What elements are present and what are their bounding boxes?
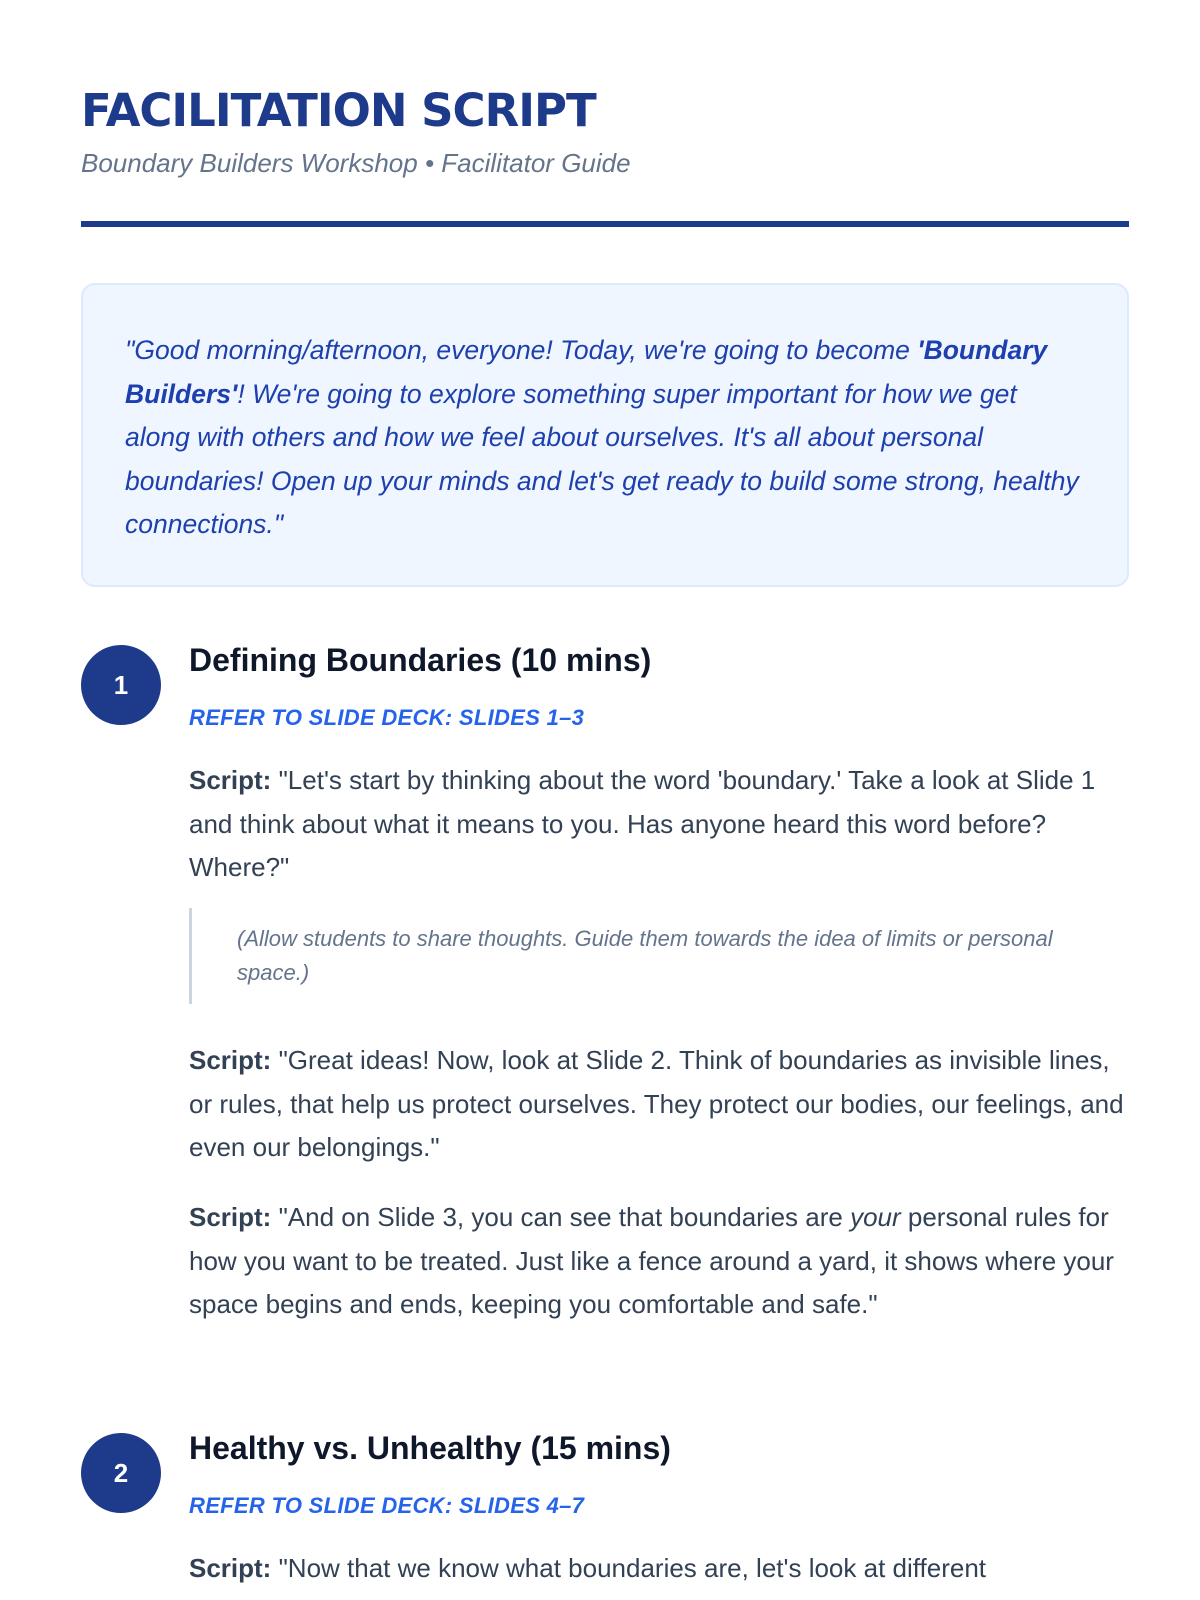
script-paragraph: [189, 1196, 1129, 1327]
page-subtitle: Boundary Builders Workshop • Facilitator Guide: [81, 148, 631, 178]
page-title: FACILITATION SCRIPT: [81, 84, 596, 137]
script-text: "And on Slide 3, you can see that boundaries are: [271, 1202, 851, 1232]
intro-text-start: "Good morning/afternoon, everyone! Today, we're going to become: [125, 335, 918, 365]
script-label: Script:: [189, 1202, 272, 1232]
slide-reference: REFER TO SLIDE DECK: SLIDES 4–7: [189, 1493, 585, 1518]
script-label: Script:: [189, 1553, 272, 1583]
intro-callout: [81, 283, 1129, 587]
script-paragraph: [189, 759, 1129, 890]
script-label: Script:: [189, 765, 272, 795]
script-text: "Let's start by thinking about the word 'boundary.' Take a look at Slide 1 and think about what it means to you. Has anyone heard this word before? Where?": [189, 765, 1096, 882]
script-emphasis: your: [850, 1202, 901, 1232]
script-text: "Now that we know what boundaries are, let's look at different: [271, 1553, 987, 1583]
script-text: "Great ideas! Now, look at Slide 2. Think of boundaries as invisible lines, or rules, that help us protect ourselves. They protect our bodies, our feelings, and even our belongings.": [189, 1045, 1124, 1162]
section-title: Healthy vs. Unhealthy (15 mins): [189, 1430, 671, 1466]
script-text: personal rules for how you want to be treated. Just like a fence around a yard, it shows where your space begins and ends, keeping you comfortable and safe.": [189, 1202, 1114, 1319]
slide-reference: REFER TO SLIDE DECK: SLIDES 1–3: [189, 705, 585, 730]
header-divider: [81, 221, 1129, 227]
facilitator-note: (Allow students to share thoughts. Guide them towards the idea of limits or personal space.): [189, 908, 1079, 1004]
intro-script: [125, 329, 1085, 547]
section-number-badge: 2: [81, 1433, 161, 1513]
intro-emphasis: 'Boundary Builders': [125, 335, 1048, 409]
script-paragraph: [189, 1547, 1129, 1591]
section-title: Defining Boundaries (10 mins): [189, 642, 652, 678]
script-label: Script:: [189, 1045, 272, 1075]
script-paragraph: [189, 1039, 1129, 1170]
intro-text-end: ! We're going to explore something super important for how we get along with others and how we feel about ourselves. It's all about personal boundaries! Open up your minds and let's get ready to build some strong, healthy connections.": [125, 378, 1079, 539]
section-number-badge: 1: [81, 645, 161, 725]
